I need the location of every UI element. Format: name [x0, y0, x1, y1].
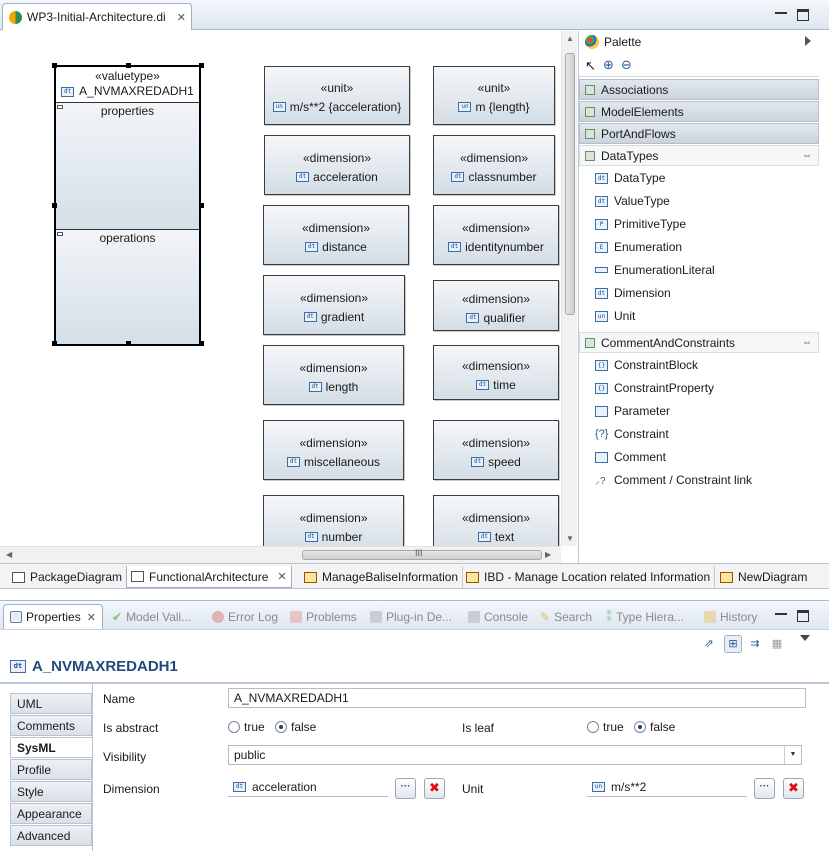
maximize-icon[interactable]	[797, 9, 809, 21]
node-name: identitynumber	[465, 240, 544, 254]
palette-item-enumerationliteral[interactable]	[595, 260, 715, 280]
tab-problems[interactable]	[290, 606, 357, 628]
comment-icon	[595, 452, 608, 463]
restore-defaults-icon[interactable]: ▦	[771, 638, 783, 650]
palette-item-constraintproperty[interactable]	[595, 378, 714, 398]
tab-label: FunctionalArchitecture	[149, 569, 269, 584]
dimension-field[interactable]	[228, 777, 388, 797]
unit-icon: un	[592, 782, 605, 792]
chevron-down-icon[interactable]: ▼	[784, 746, 801, 764]
resize-handle[interactable]	[199, 203, 204, 208]
tab-history[interactable]	[704, 606, 757, 628]
tab-label: Type Hiera...	[616, 610, 685, 624]
page-title	[10, 658, 178, 675]
is-leaf-true-radio[interactable]	[587, 720, 624, 734]
node-name: gradient	[320, 310, 365, 324]
tab-search[interactable]	[540, 606, 592, 628]
dimension-icon: dt	[451, 172, 464, 182]
close-icon[interactable]: ✕	[86, 611, 96, 624]
stereotype-label: «unit»	[320, 81, 354, 95]
palette-item-label: PrimitiveType	[614, 217, 687, 231]
properties-panel	[0, 631, 829, 851]
delete-unit-button[interactable]	[783, 778, 804, 799]
side-tab-uml[interactable]	[10, 693, 92, 714]
parameter-icon	[595, 406, 608, 417]
tab-type-hierarchy[interactable]	[606, 606, 684, 628]
palette-header[interactable]	[579, 31, 819, 53]
scroll-thumb[interactable]	[565, 53, 575, 315]
scroll-thumb[interactable]	[302, 550, 542, 560]
dimension-icon: dt	[476, 380, 489, 390]
dimension-node[interactable]	[264, 135, 410, 195]
resize-handle[interactable]	[126, 341, 131, 346]
is-abstract-true-radio[interactable]	[228, 720, 265, 734]
minimize-icon[interactable]	[775, 607, 787, 615]
palette-item-constraintblock[interactable]	[595, 355, 698, 375]
radio-selected-icon	[634, 721, 646, 733]
search-icon: ✎	[540, 610, 551, 624]
properties-label: properties	[100, 104, 155, 118]
tab-label: Search	[554, 610, 593, 624]
side-tab-label: Profile	[17, 762, 52, 777]
drawer-icon	[585, 85, 595, 95]
stereotype-label: «dimension»	[461, 359, 531, 373]
side-tab-profile[interactable]	[10, 759, 92, 780]
radio-label: true	[603, 720, 624, 734]
tab-manage-balise-information[interactable]	[300, 566, 463, 588]
drawer-comment-constraints[interactable]	[579, 332, 819, 353]
dimension-node[interactable]	[433, 345, 559, 400]
datatype-icon: dt	[595, 173, 608, 184]
visibility-select[interactable]	[228, 745, 802, 765]
palette-item-enumeration[interactable]	[595, 237, 682, 257]
unit-icon: un	[458, 102, 471, 112]
dimension-node[interactable]	[433, 205, 559, 265]
node-name: miscellaneous	[303, 455, 381, 469]
editor-tab[interactable]	[2, 3, 192, 30]
dimension-icon: dt	[305, 242, 318, 252]
visibility-label: Visibility	[103, 750, 147, 764]
unit-label: Unit	[462, 782, 484, 796]
node-name: number	[321, 530, 363, 544]
palette-item-label: Constraint	[614, 427, 669, 441]
diagram-canvas[interactable]	[0, 31, 561, 546]
side-tab-sysml[interactable]	[10, 737, 93, 758]
error-log-icon	[212, 611, 224, 623]
palette-item-parameter[interactable]	[595, 401, 670, 421]
datatype-icon: dt	[61, 87, 74, 97]
dimension-icon: dt	[595, 288, 608, 299]
dimension-node[interactable]	[433, 420, 559, 480]
dimension-node[interactable]	[263, 275, 405, 335]
palette-item-label: Parameter	[614, 404, 671, 418]
name-field[interactable]	[228, 688, 806, 708]
unit-value: m/s**2	[611, 779, 647, 794]
dimension-icon: dt	[287, 457, 300, 467]
side-tab-label: Style	[17, 784, 44, 799]
dimension-icon: dt	[466, 313, 479, 323]
side-tab-advanced[interactable]	[10, 825, 92, 846]
resize-handle[interactable]	[126, 63, 131, 68]
select-tool-icon[interactable]: ↖	[585, 58, 596, 73]
link-icon: ⸝?	[595, 476, 606, 487]
browse-dimension-button[interactable]: ···	[395, 778, 416, 799]
drawer-model-elements[interactable]	[579, 101, 819, 122]
palette-item-valuetype[interactable]	[595, 191, 670, 211]
plugin-icon	[370, 611, 382, 623]
palette-item-label: Dimension	[614, 286, 671, 300]
ibd-diagram-icon	[466, 572, 479, 583]
tab-model-validation[interactable]	[112, 606, 191, 628]
dimension-node[interactable]	[433, 135, 555, 195]
stereotype-label: «dimension»	[459, 151, 529, 165]
palette-item-label: EnumerationLiteral	[614, 263, 715, 277]
side-tabs-divider	[92, 683, 93, 851]
valuetype-icon: dt	[595, 196, 608, 207]
palette-item-datatype[interactable]	[595, 168, 665, 188]
palette-toolbar	[579, 55, 819, 77]
view-tab-bar	[0, 600, 829, 630]
stereotype-label: «dimension»	[302, 151, 372, 165]
palette-item-unit[interactable]	[595, 306, 635, 326]
tab-functional-architecture[interactable]	[126, 566, 292, 588]
radio-selected-icon	[275, 721, 287, 733]
problems-icon	[290, 611, 302, 623]
constraint-icon: {?}	[595, 428, 609, 440]
drawer-associations[interactable]	[579, 79, 819, 100]
editor-tab-bar	[0, 0, 829, 30]
palette-item-label: ConstraintBlock	[614, 358, 699, 372]
editor-tab-label: WP3-Initial-Architecture.di	[27, 10, 166, 24]
radio-label: true	[244, 720, 265, 734]
stereotype-label: «unit»	[477, 81, 511, 95]
palette-item-primitivetype[interactable]	[595, 214, 686, 234]
palette-item-dimension[interactable]	[595, 283, 671, 303]
node-name: speed	[488, 455, 521, 469]
enumeration-icon: E	[595, 242, 608, 253]
constraintblock-icon: {}	[595, 360, 608, 371]
tab-label: Error Log	[228, 610, 279, 624]
radio-icon	[228, 721, 240, 733]
unit-node[interactable]	[433, 66, 555, 125]
node-name: distance	[322, 240, 367, 254]
selection-name: A_NVMAXREDADH1	[32, 658, 178, 675]
dimension-icon: dt	[305, 532, 318, 542]
minimize-icon[interactable]	[775, 6, 787, 14]
unit-node[interactable]	[264, 66, 410, 125]
name-label: Name	[103, 692, 136, 706]
is-abstract-false-radio[interactable]	[275, 720, 316, 734]
browse-unit-button[interactable]: ···	[754, 778, 775, 799]
dimension-icon: dt	[471, 457, 484, 467]
node-name: m {length}	[475, 100, 530, 114]
tab-label: Model Vali...	[126, 610, 192, 624]
package-diagram-icon	[131, 571, 144, 582]
radio-label: false	[291, 720, 317, 734]
valuetype-name: A_NVMAXREDADH1	[79, 84, 194, 98]
dimension-node[interactable]	[433, 495, 559, 546]
side-tab-label: Comments	[17, 718, 76, 733]
palette-title: Palette	[604, 35, 642, 49]
drawer-label: DataTypes	[601, 148, 659, 163]
resize-handle[interactable]	[199, 63, 204, 68]
scroll-left-icon[interactable]: ◀	[6, 550, 13, 559]
node-name: m/s**2 {acceleration}	[289, 100, 402, 114]
drawer-icon	[585, 338, 595, 348]
stereotype-label: «dimension»	[461, 221, 531, 235]
side-tab-label: Appearance	[17, 806, 82, 821]
tab-error-log[interactable]	[212, 606, 278, 628]
dimension-icon: dt	[309, 382, 322, 392]
palette-item-constraint[interactable]	[595, 424, 669, 444]
tab-package-diagram[interactable]	[8, 566, 127, 588]
resize-handle[interactable]	[52, 203, 57, 208]
tab-label: History	[720, 610, 758, 624]
stereotype-label: «dimension»	[299, 291, 369, 305]
is-leaf-false-radio[interactable]	[634, 720, 675, 734]
side-tab-style[interactable]	[10, 781, 92, 802]
stereotype-label: «dimension»	[461, 511, 531, 525]
collapse-palette-icon[interactable]	[805, 36, 811, 46]
drawer-port-and-flows[interactable]	[579, 123, 819, 144]
tab-console[interactable]	[468, 606, 528, 628]
unit-icon: un	[273, 102, 286, 112]
node-name: classnumber	[468, 170, 537, 184]
dimension-value: acceleration	[252, 779, 317, 794]
side-tab-label: Advanced	[17, 828, 71, 843]
dimension-icon: dt	[233, 782, 246, 792]
drawer-label: ModelElements	[601, 104, 684, 119]
pin-icon[interactable]: ⇔	[802, 150, 812, 161]
canvas-horizontal-scrollbar[interactable]	[0, 546, 561, 563]
drawer-label: CommentAndConstraints	[601, 335, 736, 350]
scroll-down-icon[interactable]: ▼	[566, 534, 574, 543]
palette-item-comment-link[interactable]	[595, 470, 752, 490]
tab-label: Console	[484, 610, 529, 624]
dimension-icon: dt	[478, 532, 491, 542]
scroll-right-icon[interactable]: ▶	[545, 550, 552, 559]
hierarchy-icon: ⁑	[606, 610, 612, 624]
tab-label: IBD - Manage Location related Information	[484, 570, 711, 584]
stereotype-label: «dimension»	[299, 511, 368, 525]
drawer-icon	[585, 129, 595, 139]
palette-item-label: Unit	[614, 309, 636, 323]
collapse-icon[interactable]	[57, 232, 63, 236]
tab-label: Plug-in De...	[386, 610, 453, 624]
node-name: text	[494, 530, 515, 544]
palette-item-label: Comment / Constraint link	[614, 473, 753, 487]
properties-compartment[interactable]	[56, 102, 199, 229]
tab-properties[interactable]	[3, 604, 103, 629]
pin-icon[interactable]: ⇔	[802, 337, 812, 348]
dimension-icon: dt	[304, 312, 317, 322]
resize-handle[interactable]	[52, 63, 57, 68]
valuetype-icon: dt	[10, 660, 26, 673]
name-value: A_NVMAXREDADH1	[234, 691, 349, 705]
ibd-diagram-icon	[720, 572, 733, 583]
dimension-icon: dt	[448, 242, 461, 252]
dimension-node[interactable]	[263, 205, 409, 265]
tab-label: Problems	[306, 610, 357, 624]
valuetype-stereotype: «valuetype»	[95, 69, 160, 83]
console-icon	[468, 611, 480, 623]
stereotype-label: «dimension»	[461, 436, 531, 450]
maximize-icon[interactable]	[797, 610, 809, 622]
canvas-vertical-scrollbar[interactable]	[561, 31, 577, 546]
history-icon	[704, 611, 716, 623]
drawer-icon	[585, 151, 595, 161]
operations-label: operations	[99, 231, 156, 245]
tab-new-diagram[interactable]	[716, 566, 811, 588]
show-categories-icon[interactable]: ⊞	[724, 635, 742, 653]
dimension-node[interactable]	[263, 495, 404, 546]
side-tab-label: UML	[17, 696, 43, 711]
drawer-data-types[interactable]	[579, 145, 819, 166]
view-menu-icon[interactable]	[800, 635, 810, 641]
ibd-diagram-icon	[304, 572, 317, 583]
dimension-node[interactable]	[263, 345, 404, 405]
stereotype-label: «dimension»	[301, 221, 371, 235]
close-icon[interactable]: ✕	[176, 11, 186, 24]
drawer-label: Associations	[601, 82, 669, 97]
unit-field[interactable]	[587, 777, 747, 797]
resize-handle[interactable]	[199, 341, 204, 346]
palette-item-comment[interactable]	[595, 447, 666, 467]
palette-item-label: ValueType	[614, 194, 670, 208]
dimension-label: Dimension	[103, 782, 160, 796]
drawer-icon	[585, 107, 595, 117]
properties-icon	[10, 611, 22, 623]
primitivetype-icon: P	[595, 219, 608, 230]
tab-plugin-dependencies[interactable]	[370, 606, 452, 628]
zoom-in-icon[interactable]: ⊕	[603, 57, 614, 72]
is-abstract-label: Is abstract	[103, 721, 159, 735]
constraintproperty-icon: {}	[595, 383, 608, 394]
valuetype-node[interactable]	[54, 65, 201, 346]
unit-icon: un	[595, 311, 608, 322]
close-icon[interactable]: ✕	[277, 571, 287, 583]
palette-item-label: Enumeration	[614, 240, 683, 254]
show-advanced-icon[interactable]: ⇉	[750, 638, 760, 650]
dimension-node[interactable]	[263, 420, 404, 480]
pin-view-icon[interactable]: ⇗	[704, 638, 714, 650]
tab-label: PackageDiagram	[30, 570, 123, 584]
scroll-grip: III	[415, 548, 423, 558]
title-separator	[0, 682, 829, 684]
side-tab-label: SysML	[17, 740, 56, 755]
stereotype-label: «dimension»	[299, 361, 368, 375]
side-tab-comments[interactable]	[10, 715, 92, 736]
radio-label: false	[650, 720, 676, 734]
dimension-icon: dt	[296, 172, 309, 182]
tab-label: Properties	[26, 610, 81, 624]
node-name: qualifier	[483, 311, 526, 325]
delete-dimension-button[interactable]	[424, 778, 445, 799]
tab-ibd-manage-location[interactable]	[462, 566, 715, 588]
dimension-node[interactable]	[433, 280, 559, 331]
collapse-icon[interactable]	[57, 105, 63, 109]
node-name: acceleration	[313, 170, 378, 184]
check-icon: ✔	[112, 610, 123, 624]
side-tab-appearance[interactable]	[10, 803, 92, 824]
zoom-out-icon[interactable]: ⊖	[621, 57, 632, 72]
palette-item-label: Comment	[614, 450, 667, 464]
stereotype-label: «dimension»	[299, 436, 368, 450]
diagram-tab-bar	[0, 563, 829, 589]
palette-icon	[585, 35, 599, 49]
tab-label: NewDiagram	[738, 570, 808, 584]
node-name: time	[493, 378, 516, 392]
visibility-value: public	[234, 748, 266, 762]
node-name: length	[325, 380, 359, 394]
scroll-up-icon[interactable]: ▲	[566, 34, 574, 43]
tab-label: ManageBaliseInformation	[322, 570, 459, 584]
package-diagram-icon	[12, 572, 25, 583]
resize-handle[interactable]	[52, 341, 57, 346]
is-leaf-label: Is leaf	[462, 721, 495, 735]
enumerationliteral-icon	[595, 267, 608, 273]
operations-compartment[interactable]	[56, 229, 199, 344]
palette-item-label: DataType	[614, 171, 666, 185]
papyrus-icon	[9, 11, 22, 24]
palette	[578, 31, 818, 563]
drawer-label: PortAndFlows	[601, 126, 676, 141]
radio-icon	[587, 721, 599, 733]
palette-item-label: ConstraintProperty	[614, 381, 715, 395]
stereotype-label: «dimension»	[461, 292, 531, 306]
